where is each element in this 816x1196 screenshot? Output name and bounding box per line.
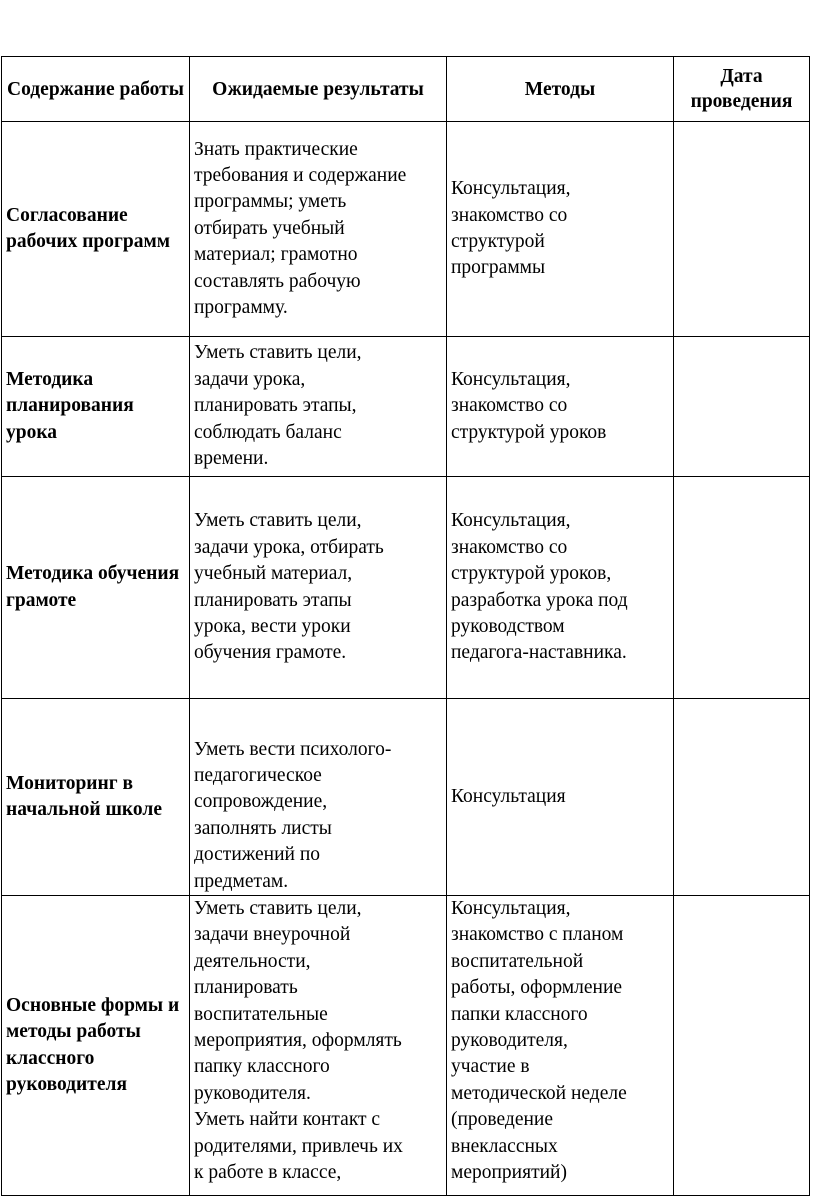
header-results: Ожидаемые результаты: [190, 57, 447, 122]
header-date: Дата проведения: [674, 57, 810, 122]
row-topic: Основные формы и методы работы классного руководителя: [2, 896, 190, 1196]
row-date: [674, 699, 810, 896]
table-row: [2, 896, 810, 1196]
row-date: [674, 477, 810, 699]
table-header-row: [2, 57, 810, 122]
row-topic: Методика обучения грамоте: [2, 477, 190, 699]
table-row: [2, 477, 810, 699]
row-date: [674, 122, 810, 337]
row-results: Уметь ставить цели, задачи урока, планировать этапы, соблюдать баланс времени.: [190, 337, 447, 477]
table-row: [2, 122, 810, 337]
row-date: [674, 337, 810, 477]
row-topic: Методика планирования урока: [2, 337, 190, 477]
row-results: Знать практические требования и содержание программы; уметь отбирать учебный материал; грамотно составлять рабочую программу.: [190, 122, 447, 337]
row-topic: Мониторинг в начальной школе: [2, 699, 190, 896]
row-results: Уметь вести психолого- педагогическое сопровождение, заполнять листы достижений по предметам.: [190, 699, 447, 896]
table-row: [2, 337, 810, 477]
work-plan-table: [1, 56, 810, 1196]
header-methods: Методы: [447, 57, 674, 122]
header-content: Содержание работы: [2, 57, 190, 122]
row-methods: Консультация, знакомство со структурой программы: [447, 122, 674, 337]
row-methods: Консультация, знакомство со структурой уроков, разработка урока под руководством педагога-наставника.: [447, 477, 674, 699]
row-results: Уметь ставить цели, задачи внеурочной деятельности, планировать воспитательные мероприятия, оформлять папку классного руководителя. Уметь найти контакт с родителями, привлечь их к работе в классе,: [190, 896, 447, 1196]
row-results: Уметь ставить цели, задачи урока, отбирать учебный материал, планировать этапы урока, вести уроки обучения грамоте.: [190, 477, 447, 699]
row-topic: Согласование рабочих программ: [2, 122, 190, 337]
row-date: [674, 896, 810, 1196]
row-methods: Консультация, знакомство со структурой уроков: [447, 337, 674, 477]
row-methods: Консультация, знакомство с планом воспитательной работы, оформление папки классного руководителя, участие в методической неделе (проведение внеклассных мероприятий): [447, 896, 674, 1196]
row-methods: Консультация: [447, 699, 674, 896]
table-row: [2, 699, 810, 896]
